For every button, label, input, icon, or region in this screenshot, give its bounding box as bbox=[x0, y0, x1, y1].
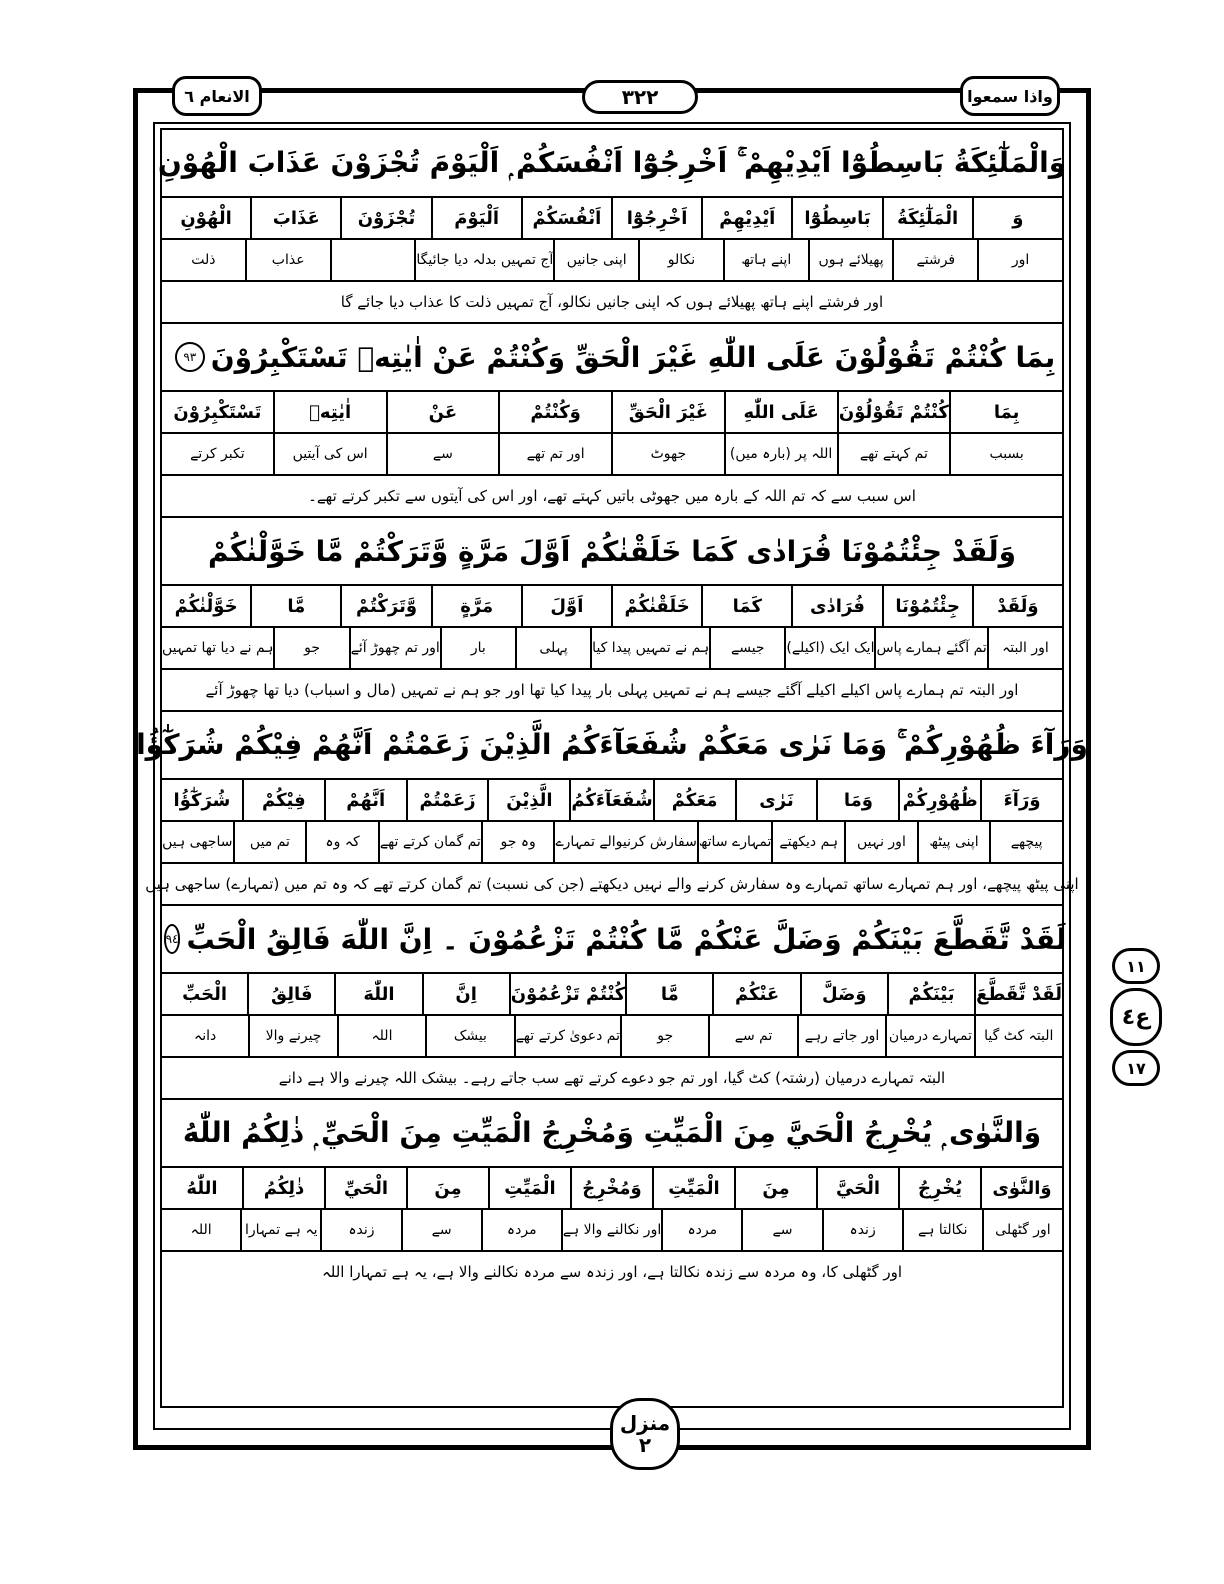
word-cell: الْمَيِّتِ bbox=[652, 1168, 734, 1208]
meaning-cell: ہم دیکھتے bbox=[771, 822, 844, 862]
word-cell: بَيْنَكُمْ bbox=[887, 974, 974, 1014]
word-cell: الْمَلٰٓئِكَةُ bbox=[882, 198, 972, 238]
meaning-cell: تکبر کرتے bbox=[190, 446, 245, 462]
word-row bbox=[162, 1168, 1062, 1210]
meaning-cell: کہ وہ bbox=[305, 822, 378, 862]
word-cell: اَخْرِجُوْٓا bbox=[611, 198, 701, 238]
word-cell: اَنَّهُمْ bbox=[324, 780, 406, 820]
meaning-cell: تم گمان کرتے تھے bbox=[378, 822, 481, 862]
meaning-cell bbox=[330, 240, 415, 280]
meaning-cell: اللہ پر (بارہ میں) bbox=[724, 434, 837, 474]
ruku-marker bbox=[1112, 948, 1160, 1086]
meaning-cell: سے bbox=[401, 1210, 481, 1250]
meaning-cell: ساجھی ہیں bbox=[162, 834, 233, 850]
meaning-row bbox=[162, 240, 1062, 282]
page-number: ٣٢٢ bbox=[582, 80, 698, 114]
meaning-cell: اپنی پیٹھ bbox=[917, 822, 990, 862]
word-cell: وَّتَرَكْتُمْ bbox=[340, 586, 430, 626]
meaning-cell: آج تمہیں بدلہ دیا جائیگا bbox=[414, 240, 553, 280]
word-cell: وَكُنْتُمْ bbox=[498, 392, 611, 432]
meaning-row bbox=[162, 1210, 1062, 1252]
ayah-text bbox=[162, 324, 1062, 392]
meaning-cell: اللہ bbox=[337, 1016, 425, 1056]
meaning-cell: جھوٹ bbox=[611, 434, 724, 474]
meaning-cell: نکالو bbox=[638, 240, 723, 280]
word-cell: وَضَلَّ bbox=[800, 974, 887, 1014]
word-cell: بِمَا bbox=[949, 392, 1062, 432]
translation-line: اور گٹھلی کا، وہ مردہ سے زندہ نکالتا ہے، اور زندہ سے مردہ نکالنے والا ہے، یہ ہے تمہارا اللہ bbox=[321, 1263, 903, 1281]
meaning-cell: اپنے ہاتھ bbox=[723, 240, 808, 280]
word-cell: وَالنَّوٰى bbox=[980, 1168, 1062, 1208]
word-cell: وَرَآءَ bbox=[980, 780, 1062, 820]
ayah-arabic: لَقَدْ تَّقَطَّعَ بَيْنَكُمْ وَضَلَّ عَنْكُمْ مَّا كُنْتُمْ تَزْعُمُوْنَ ۔ اِنَّ اللّٰهَ فَالِقُ الْحَبِّ bbox=[186, 922, 1067, 956]
meaning-cell: سے bbox=[386, 434, 499, 474]
word-cell: كُنْتُمْ تَقُوْلُوْنَ bbox=[837, 392, 950, 432]
ayah-arabic: وَالْمَلٰٓئِكَةُ بَاسِطُوْٓا اَيْدِيْهِمْ ۚ اَخْرِجُوْٓا اَنْفُسَكُمْ ۭ اَلْيَوْمَ تُجْزَوْنَ عَذَابَ الْهُوْنِ bbox=[157, 146, 1067, 179]
word-cell: الْحَيَّ bbox=[816, 1168, 898, 1208]
manzil-label: منزل bbox=[619, 1411, 671, 1435]
meaning-cell: پھیلائے ہوں bbox=[808, 240, 893, 280]
meaning-cell: پیچھے bbox=[989, 822, 1062, 862]
meaning-cell: اس کی آیتیں bbox=[273, 434, 386, 474]
word-cell: زَعَمْتُمْ bbox=[406, 780, 488, 820]
translation-line: اور البتہ تم ہمارے پاس اکیلے اکیلے آگئے جیسے ہم نے تمہیں پہلی بار پیدا کیا تھا اور جو ہم نے تمہیں (مال و اسباب) دیا تھا چھوڑ آئے bbox=[205, 681, 1019, 699]
word-cell: وَمُخْرِجُ bbox=[570, 1168, 652, 1208]
word-cell: تُجْزَوْنَ bbox=[340, 198, 430, 238]
meaning-row bbox=[162, 822, 1062, 864]
word-cell: مِنَ bbox=[734, 1168, 816, 1208]
meaning-cell: ہم نے تمہیں پیدا کیا bbox=[590, 628, 709, 668]
verse-section bbox=[162, 1100, 1062, 1292]
meaning-row bbox=[162, 434, 1062, 476]
ayah-text bbox=[157, 130, 1067, 198]
meaning-cell: سفارش کرنیوالے تمہارے bbox=[553, 822, 696, 862]
word-cell: كُنْتُمْ تَزْعُمُوْنَ bbox=[509, 974, 626, 1014]
word-cell: اَنْفُسَكُمْ bbox=[521, 198, 611, 238]
juz-name-label: واذا سمعوا bbox=[960, 76, 1060, 116]
word-cell: فِيْكُمْ bbox=[242, 780, 324, 820]
ayah-arabic: وَرَآءَ ظُهُوْرِكُمْ ۚ وَمَا نَرٰى مَعَكُمْ شُفَعَآءَكُمُ الَّذِيْنَ زَعَمْتُمْ اَنَّهُمْ فِيْكُمْ شُرَكٰٓؤُا bbox=[136, 728, 1088, 761]
meaning-cell: اور تم چھوڑ آئے bbox=[349, 628, 440, 668]
word-cell: عَنْكُمْ bbox=[712, 974, 799, 1014]
ayah-text bbox=[162, 518, 1062, 586]
manzil-number: ٢ bbox=[638, 1433, 652, 1457]
word-row bbox=[162, 780, 1062, 822]
ayah-arabic: بِمَا كُنْتُمْ تَقُوْلُوْنَ عَلَى اللّٰهِ غَيْرَ الْحَقِّ وَكُنْتُمْ عَنْ اٰيٰتِهٖ تَسْتَكْبِرُوْنَ bbox=[210, 340, 1056, 374]
surah-name-label: الانعام ٦ bbox=[172, 76, 262, 116]
word-cell: الْهُوْنِ bbox=[180, 207, 232, 229]
word-cell: عَذَابَ bbox=[250, 198, 340, 238]
ayah-text bbox=[136, 712, 1088, 780]
word-cell: اَلْيَوْمَ bbox=[431, 198, 521, 238]
word-cell: شُرَكٰٓؤُا bbox=[173, 789, 231, 811]
meaning-row bbox=[162, 628, 1062, 670]
word-row bbox=[162, 198, 1062, 240]
word-cell: ظُهُوْرِكُمْ bbox=[898, 780, 980, 820]
meaning-cell: البتہ کٹ گیا bbox=[974, 1016, 1062, 1056]
word-cell: مِنَ bbox=[406, 1168, 488, 1208]
word-cell: لَقَدْ تَّقَطَّعَ bbox=[974, 974, 1062, 1014]
meaning-cell: اور bbox=[977, 240, 1062, 280]
meaning-cell: بسبب bbox=[949, 434, 1062, 474]
ayah-text bbox=[162, 1100, 1062, 1168]
word-cell: خَوَّلْنٰكُمْ bbox=[174, 595, 238, 617]
verse-section bbox=[136, 712, 1088, 906]
meaning-cell: تم دعویٰ کرتے تھے bbox=[514, 1016, 620, 1056]
word-cell: مَّا bbox=[625, 974, 712, 1014]
word-cell: عَلَى اللّٰهِ bbox=[724, 392, 837, 432]
word-cell: وَمَا bbox=[816, 780, 898, 820]
word-cell: اَيْدِيْهِمْ bbox=[701, 198, 791, 238]
manzil-badge bbox=[610, 1398, 680, 1470]
word-cell: اٰيٰتِهٖ bbox=[273, 392, 386, 432]
word-cell: مَرَّةٍ bbox=[431, 586, 521, 626]
meaning-cell: ہم نے دیا تھا تمہیں bbox=[161, 640, 274, 656]
word-cell: نَرٰى bbox=[735, 780, 817, 820]
meaning-cell: یہ ہے تمہارا bbox=[240, 1210, 320, 1250]
meaning-cell: بار bbox=[440, 628, 515, 668]
translation-line: اور فرشتے اپنے ہاتھ پھیلائے ہوں کہ اپنی جانیں نکالو، آج تمہیں ذلت کا عذاب دیا جائے گا bbox=[340, 293, 884, 311]
word-cell: يُخْرِجُ bbox=[898, 1168, 980, 1208]
meaning-cell: تم آگئے ہمارے پاس bbox=[874, 628, 986, 668]
meaning-cell: جو bbox=[273, 628, 348, 668]
word-cell: الْحَيِّ bbox=[324, 1168, 406, 1208]
meaning-cell: زندہ bbox=[822, 1210, 902, 1250]
word-row bbox=[162, 586, 1062, 628]
meaning-cell: فرشتے bbox=[892, 240, 977, 280]
ruku-marker-ruku: ع٤ bbox=[1110, 988, 1162, 1046]
translation-line: اپنی پیٹھ پیچھے، اور ہم تمہارے ساتھ تمہارے وہ سفارش کرنے والے نہیں دیکھتے (جن کی نسبت) تم گمان کرتے تھے کہ وہ تم میں (تمہارے) ساجھی ہیں bbox=[145, 875, 1079, 893]
ruku-marker-bottom: ١٧ bbox=[1112, 1050, 1160, 1086]
meaning-cell: جیسے bbox=[709, 628, 784, 668]
verse-section bbox=[157, 130, 1067, 324]
meaning-cell: تم کہتے تھے bbox=[837, 434, 950, 474]
word-cell: جِئْتُمُوْنَا bbox=[882, 586, 972, 626]
word-cell: اِنَّ bbox=[422, 974, 509, 1014]
meaning-cell: اللہ bbox=[190, 1222, 212, 1238]
meaning-cell: اور تم تھے bbox=[498, 434, 611, 474]
ayah-number: ٩٤ bbox=[164, 924, 181, 954]
word-cell: اللّٰهُ bbox=[186, 1177, 218, 1199]
meaning-cell: تم سے bbox=[708, 1016, 796, 1056]
word-cell: فَالِقُ bbox=[247, 974, 334, 1014]
word-cell: فُرَادٰى bbox=[791, 586, 881, 626]
translation-line: اس سبب سے کہ تم اللہ کے بارہ میں جھوٹی باتیں کہتے تھے، اور اس کی آیتوں سے تکبر کرتے تھے۔ bbox=[308, 487, 916, 505]
meaning-cell: اور جاتے رہے bbox=[797, 1016, 885, 1056]
verse-section bbox=[162, 518, 1062, 712]
word-cell: شُفَعَآءَكُمُ bbox=[569, 780, 652, 820]
meaning-cell: تمہارے درمیان bbox=[885, 1016, 973, 1056]
ayah-text bbox=[162, 906, 1067, 974]
meaning-cell: وہ جو bbox=[481, 822, 554, 862]
word-cell: الَّذِيْنَ bbox=[487, 780, 569, 820]
word-cell: خَلَقْنٰكُمْ bbox=[611, 586, 701, 626]
meaning-cell: جو bbox=[620, 1016, 708, 1056]
meaning-cell: پہلی bbox=[515, 628, 590, 668]
meaning-cell: تمہارے ساتھ bbox=[697, 822, 772, 862]
word-cell: مَّا bbox=[250, 586, 340, 626]
word-cell: وَلَقَدْ bbox=[972, 586, 1062, 626]
meaning-row bbox=[162, 1016, 1062, 1058]
meaning-cell: تم میں bbox=[233, 822, 306, 862]
meaning-cell: نکالتا ہے bbox=[902, 1210, 982, 1250]
meaning-cell: چیرنے والا bbox=[248, 1016, 336, 1056]
word-cell: وَ bbox=[972, 198, 1062, 238]
verse-section bbox=[162, 324, 1062, 518]
word-cell: اَوَّلَ bbox=[521, 586, 611, 626]
meaning-cell: ایک ایک (اکیلے) bbox=[784, 628, 874, 668]
word-cell: اللّٰهَ bbox=[334, 974, 421, 1014]
word-row bbox=[162, 392, 1062, 434]
ayah-arabic: وَلَقَدْ جِئْتُمُوْنَا فُرَادٰى كَمَا خَلَقْنٰكُمْ اَوَّلَ مَرَّةٍ وَّتَرَكْتُمْ مَّا خَوَّلْنٰكُمْ bbox=[207, 534, 1017, 568]
meaning-cell: اور نہیں bbox=[844, 822, 917, 862]
word-cell: بَاسِطُوْٓا bbox=[791, 198, 881, 238]
meaning-cell: مردہ bbox=[481, 1210, 561, 1250]
meaning-cell: سے bbox=[741, 1210, 821, 1250]
meaning-cell: مردہ bbox=[661, 1210, 741, 1250]
meaning-cell: بیشک bbox=[425, 1016, 513, 1056]
word-row bbox=[162, 974, 1062, 1016]
word-cell: تَسْتَكْبِرُوْنَ bbox=[173, 401, 262, 423]
translation-line: البتہ تمہارے درمیان (رشتہ) کٹ گیا، اور تم جو دعوے کرتے تھے سب جاتے رہے۔ بیشک اللہ چیرنے والا ہے دانے bbox=[278, 1069, 946, 1087]
meaning-cell: اور نکالنے والا ہے bbox=[561, 1210, 661, 1250]
word-cell: غَيْرَ الْحَقِّ bbox=[611, 392, 724, 432]
meaning-cell: دانہ bbox=[194, 1028, 217, 1044]
word-cell: كَمَا bbox=[701, 586, 791, 626]
word-cell: عَنْ bbox=[386, 392, 499, 432]
meaning-cell: اور گٹھلی bbox=[982, 1210, 1062, 1250]
ayah-arabic: وَالنَّوٰى ۭ يُخْرِجُ الْحَيَّ مِنَ الْمَيِّتِ وَمُخْرِجُ الْمَيِّتِ مِنَ الْحَيِّ ۭ ذٰلِكُمُ اللّٰهُ bbox=[182, 1116, 1042, 1149]
word-cell: مَعَكُمْ bbox=[653, 780, 735, 820]
page-content bbox=[136, 128, 1088, 1408]
meaning-cell: زندہ bbox=[320, 1210, 400, 1250]
ayah-number: ٩٣ bbox=[175, 342, 205, 372]
word-cell: ذٰلِكُمُ bbox=[242, 1168, 324, 1208]
meaning-cell: اور البتہ bbox=[987, 628, 1062, 668]
meaning-cell: ذلت bbox=[191, 252, 216, 268]
word-cell: الْحَبِّ bbox=[182, 983, 228, 1005]
ruku-marker-top: ١١ bbox=[1112, 948, 1160, 984]
word-cell: الْمَيِّتِ bbox=[488, 1168, 570, 1208]
meaning-cell: اپنی جانیں bbox=[553, 240, 638, 280]
verse-section bbox=[162, 906, 1067, 1100]
meaning-cell: عذاب bbox=[245, 240, 330, 280]
